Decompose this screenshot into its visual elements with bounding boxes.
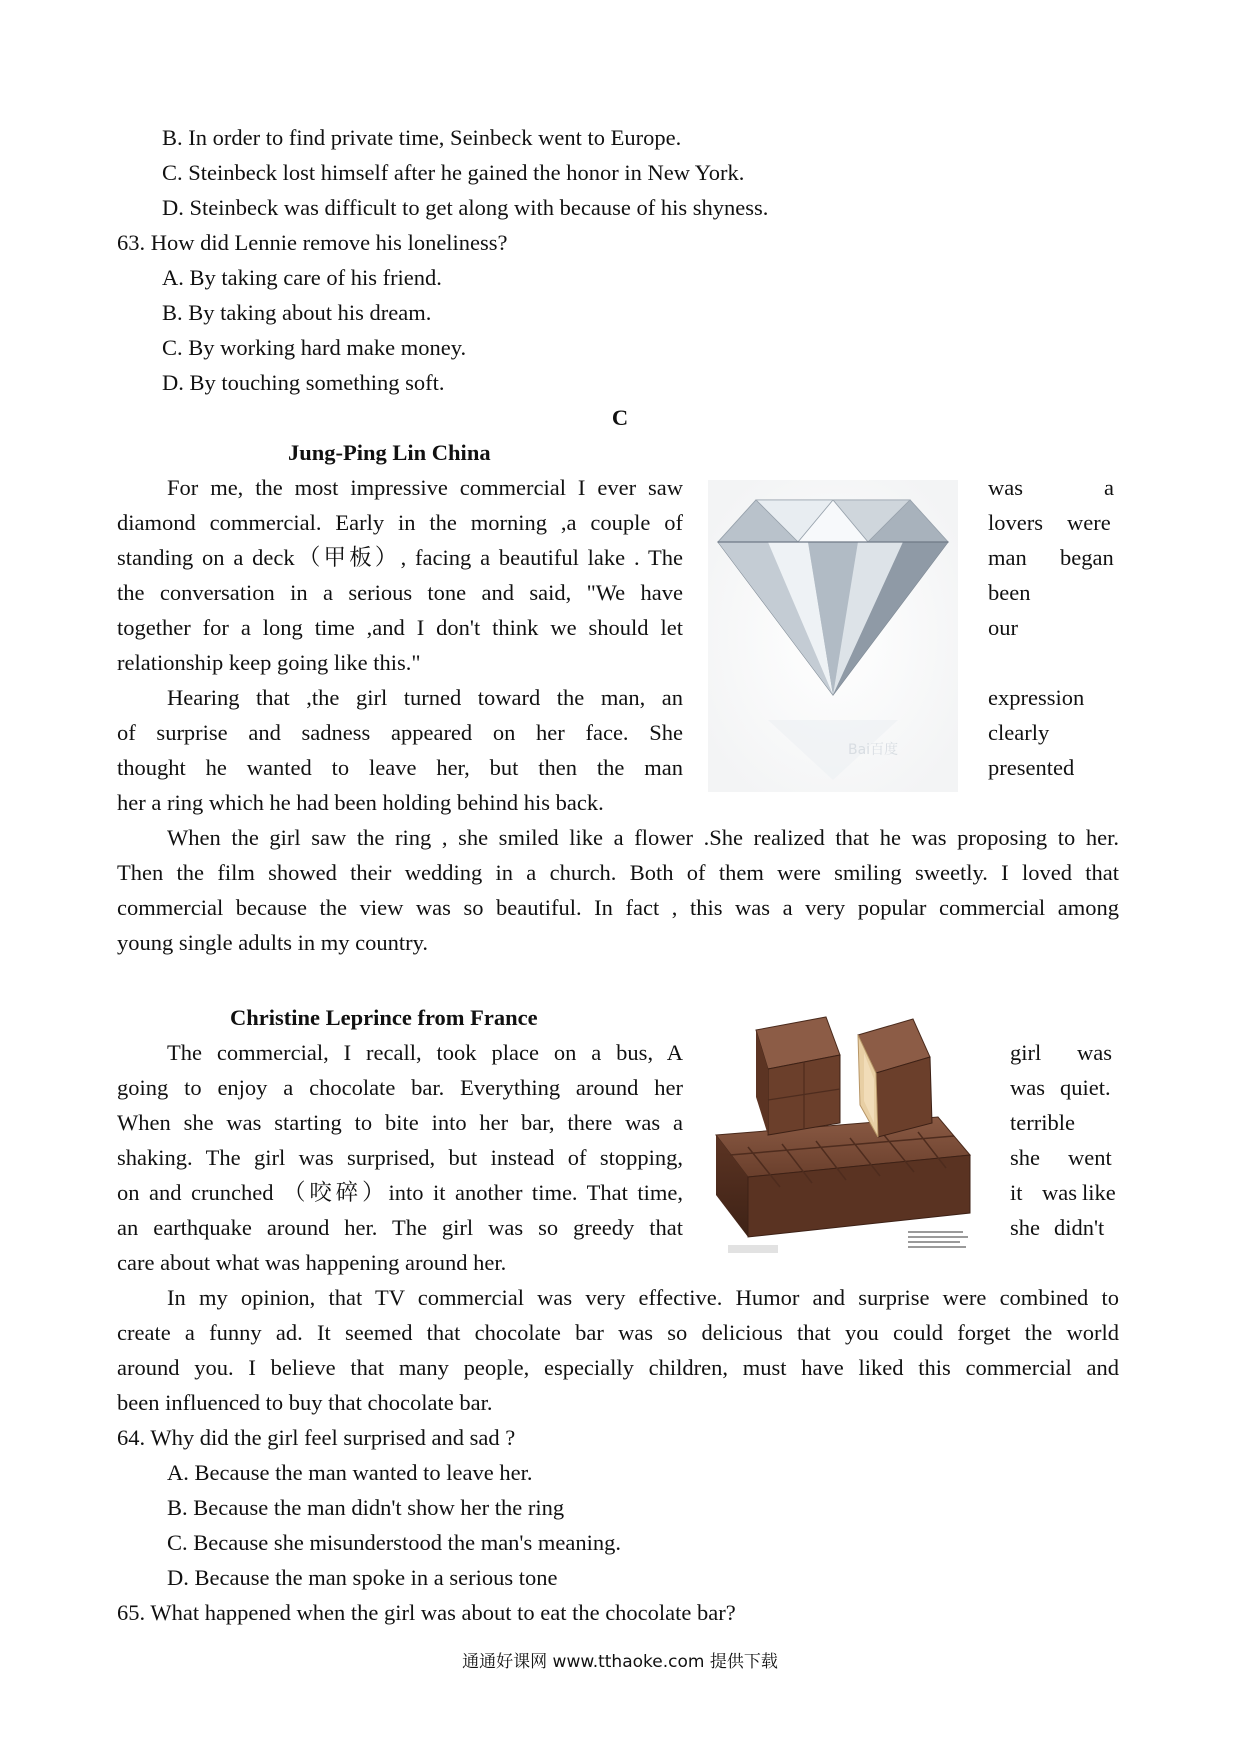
q63-option-d: D. By touching something soft. [162, 370, 445, 395]
page-footer: 通通好课网 www.tthaoke.com 提供下载 [462, 1652, 778, 1672]
chocolate-bar-image [708, 1005, 978, 1261]
q63-option-a: A. By taking care of his friend. [162, 265, 442, 290]
story1-para3-line: young single adults in my country. [117, 930, 429, 955]
story1-right-word: expression [988, 685, 1085, 710]
story2-para2-line: around you. I believe that many people, especially children, must have liked this commercial and [117, 1355, 1119, 1380]
story2-para2-line: create a funny ad. It seemed that chocolate bar was so delicious that you could forget the world [117, 1320, 1119, 1345]
story1-right-word: our [988, 615, 1018, 640]
story2-heading: Christine Leprince from France [230, 1005, 538, 1030]
q64-stem: 64. Why did the girl feel surprised and sad ? [117, 1425, 516, 1450]
story1-left-line: her a ring which he had been holding behind his back. [117, 790, 604, 815]
story1-right-word: a [1104, 475, 1114, 500]
story2-right-word: didn't [1054, 1215, 1105, 1240]
section-label: C [611, 405, 629, 430]
story2-left-line: care about what was happening around her. [117, 1250, 507, 1275]
q62-option-b: B. In order to find private time, Seinbeck went to Europe. [162, 125, 682, 150]
story1-right-word: were [1067, 510, 1111, 535]
story1-left-line: diamond commercial. Early in the morning ,a couple of [117, 510, 683, 535]
story2-left-line: shaking. The girl was surprised, but instead of stopping, [117, 1145, 683, 1170]
story2-left-line: on and crunched （咬碎）into it another time. That time, [117, 1180, 683, 1205]
diamond-image [708, 480, 958, 792]
story1-right-word: began [1060, 545, 1114, 570]
q64-option-a: A. Because the man wanted to leave her. [167, 1460, 533, 1485]
story1-left-line: relationship keep going like this." [117, 650, 421, 675]
story1-left-line: together for a long time ,and I don't think we should let [117, 615, 683, 640]
q62-option-d: D. Steinbeck was difficult to get along with because of his shyness. [162, 195, 769, 220]
story2-para2-line: been influenced to buy that chocolate bar. [117, 1390, 493, 1415]
story1-left-line: Hearing that ,the girl turned toward the man, an [167, 685, 683, 710]
q63-stem: 63. How did Lennie remove his loneliness? [117, 230, 508, 255]
story2-right-word: girl [1010, 1040, 1042, 1065]
q64-option-b: B. Because the man didn't show her the ring [167, 1495, 565, 1520]
story2-right-word: quiet. [1060, 1075, 1111, 1100]
story2-right-word: she [1010, 1145, 1040, 1170]
story1-right-word: clearly [988, 720, 1050, 745]
story1-para3-line: Then the film showed their wedding in a church. Both of them were smiling sweetly. I loved that [117, 860, 1119, 885]
story1-left-line: thought he wanted to leave her, but then the man [117, 755, 683, 780]
story2-right-word: she [1010, 1215, 1040, 1240]
q64-option-c: C. Because she misunderstood the man's meaning. [167, 1530, 621, 1555]
story2-right-word: went [1068, 1145, 1112, 1170]
story2-left-line: going to enjoy a chocolate bar. Everything around her [117, 1075, 683, 1100]
story2-right-word: it [1010, 1180, 1023, 1205]
story1-right-word: lovers [988, 510, 1043, 535]
story2-left-line: an earthquake around her. The girl was so greedy that [117, 1215, 683, 1240]
story2-left-line: When she was starting to bite into her bar, there was a [117, 1110, 683, 1135]
story2-right-word: was [1010, 1075, 1045, 1100]
story2-left-line: The commercial, I recall, took place on a bus, A [167, 1040, 683, 1065]
q64-option-d: D. Because the man spoke in a serious tone [167, 1565, 558, 1590]
story1-heading: Jung-Ping Lin China [288, 440, 491, 465]
q63-option-c: C. By working hard make money. [162, 335, 467, 360]
story2-right-word: terrible [1010, 1110, 1075, 1135]
story1-right-word: man [988, 545, 1027, 570]
story1-left-line: For me, the most impressive commercial I ever saw [167, 475, 683, 500]
story2-para2-line: In my opinion, that TV commercial was very effective. Humor and surprise were combined to [167, 1285, 1119, 1310]
story1-right-word: presented [988, 755, 1075, 780]
story2-right-word: was [1042, 1180, 1077, 1205]
story1-left-line: of surprise and sadness appeared on her face. She [117, 720, 683, 745]
story2-right-word: was [1077, 1040, 1112, 1065]
story2-right-word: like [1082, 1180, 1116, 1205]
story1-right-word: was [988, 475, 1023, 500]
story1-left-line: the conversation in a serious tone and said, "We have [117, 580, 683, 605]
story1-left-line: standing on a deck（甲板）, facing a beautiful lake . The [117, 545, 683, 570]
story1-para3-line: When the girl saw the ring , she smiled like a flower .She realized that he was proposing to her. [167, 825, 1119, 850]
q62-option-c: C. Steinbeck lost himself after he gained the honor in New York. [162, 160, 745, 185]
q65-stem: 65. What happened when the girl was about to eat the chocolate bar? [117, 1600, 736, 1625]
image-watermark: Bai百度 [848, 742, 899, 758]
q63-option-b: B. By taking about his dream. [162, 300, 432, 325]
story1-para3-line: commercial because the view was so beautiful. In fact , this was a very popular commercial among [117, 895, 1119, 920]
story1-right-word: been [988, 580, 1031, 605]
